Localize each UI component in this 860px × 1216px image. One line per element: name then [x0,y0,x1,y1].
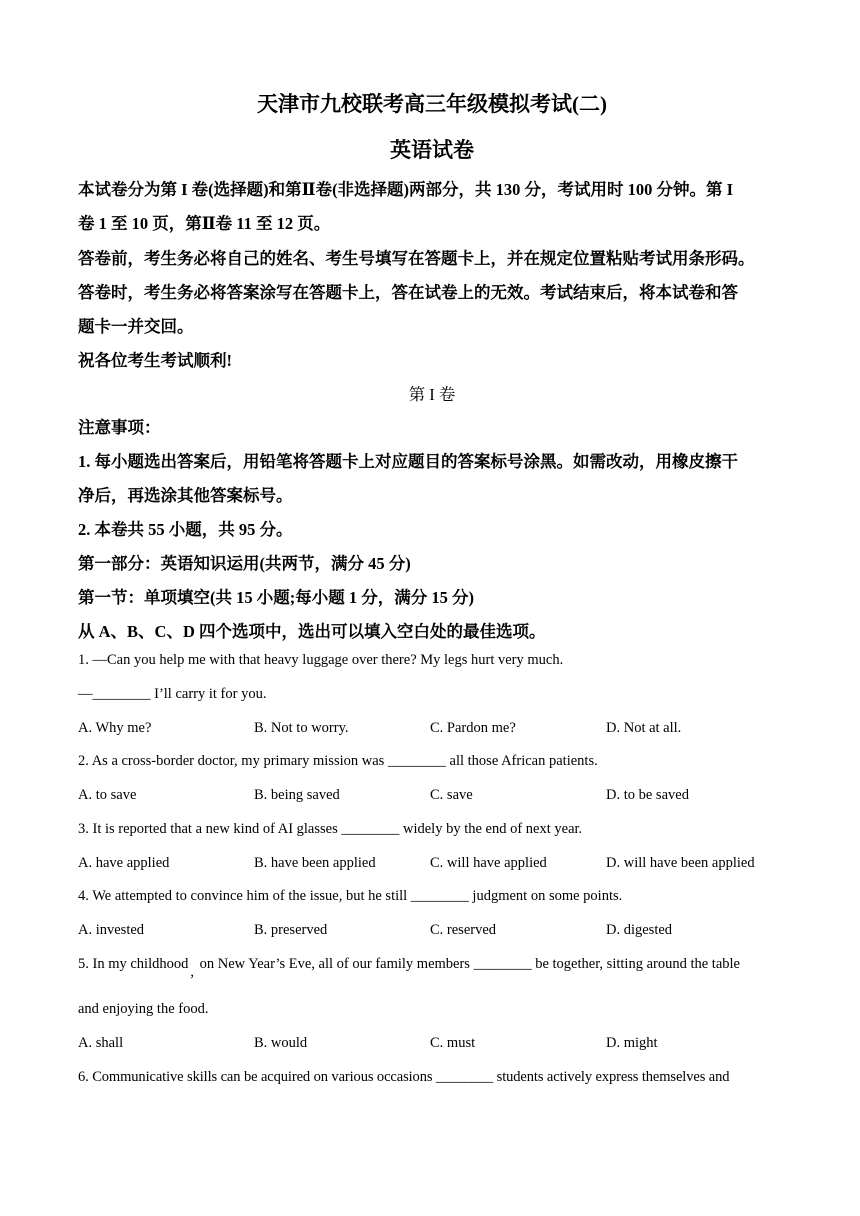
option-d: D. to be saved [606,787,689,803]
intro-line: 答卷时，考生务必将答案涂写在答题卡上，答在试卷上的无效。考试结束后，将本试卷和答 [78,283,738,302]
question-1-stem: 1. —Can you help me with that heavy luggage over there? My legs hurt very much. [78,652,564,668]
intro-line: 答卷前，考生务必将自己的姓名、考生号填写在答题卡上，并在规定位置粘贴考试用条形码。 [78,249,755,268]
question-3-stem: 3. It is reported that a new kind of AI glasses ________ widely by the end of next year. [78,821,583,837]
option-b: B. preserved [254,922,328,938]
option-c: C. must [430,1035,476,1051]
section-title: 第 I 卷 [408,385,456,404]
option-a: A. invested [78,922,145,938]
option-a: A. Why me? [78,720,152,736]
question-6-stem: 6. Communicative skills can be acquired on various occasions ________ students actively express themselves and [78,1069,730,1085]
intro-line: 题卡一并交回。 [78,317,194,336]
notes-item: 净后，再选涂其他答案标号。 [78,486,293,505]
option-a: A. shall [78,1035,124,1051]
option-d: D. will have been applied [606,855,755,871]
option-d: D. Not at all. [606,720,682,736]
question-2-stem: 2. As a cross-border doctor, my primary mission was ________ all those African patients. [78,753,598,769]
option-c: C. will have applied [430,855,547,871]
question-4-stem: 4. We attempted to convince him of the issue, but he still ________ judgment on some points. [78,888,623,904]
section-heading: 第一节：单项填空(共 15 小题;每小题 1 分，满分 15 分) [78,588,474,607]
question-1-reply: —________ I’ll carry it for you. [78,686,267,702]
question-5-stem-cont: and enjoying the food. [78,1001,209,1017]
question-5-stem-part1: 5. In my childhood [78,956,189,972]
option-b: B. have been applied [254,855,376,871]
question-5-stem-part2: on New Year’s Eve, all of our family members ________ be together, sitting around the table [195,956,740,972]
option-c: C. save [430,787,473,803]
option-c: C. reserved [430,922,497,938]
option-b: B. would [254,1035,308,1051]
question-5-comma: , [190,964,194,980]
notes-heading: 注意事项： [78,418,161,437]
option-a: A. have applied [78,855,170,871]
option-d: D. digested [606,922,673,938]
part-heading: 第一部分：英语知识运用(共两节，满分 45 分) [78,554,411,573]
intro-line: 卷 1 至 10 页，第Ⅱ卷 11 至 12 页。 [78,214,331,233]
instruction: 从 A、B、C、D 四个选项中，选出可以填入空白处的最佳选项。 [78,622,546,641]
option-b: B. Not to worry. [254,720,349,736]
exam-title: 天津市九校联考高三年级模拟考试(二) [257,92,607,116]
option-b: B. being saved [254,787,340,803]
intro-line: 本试卷分为第 I 卷(选择题)和第Ⅱ卷(非选择题)两部分，共 130 分，考试用时 100 分钟。第 I [78,180,734,199]
option-a: A. to save [78,787,137,803]
notes-item: 1. 每小题选出答案后，用铅笔将答题卡上对应题目的答案标号涂黑。如需改动，用橡皮擦干 [78,452,738,471]
intro-line: 祝各位考生考试顺利! [78,351,232,370]
option-c: C. Pardon me? [430,720,516,736]
option-d: D. might [606,1035,658,1051]
question-5-stem [78,956,786,980]
exam-subtitle: 英语试卷 [390,138,474,162]
notes-item: 2. 本卷共 55 小题，共 95 分。 [78,520,293,539]
